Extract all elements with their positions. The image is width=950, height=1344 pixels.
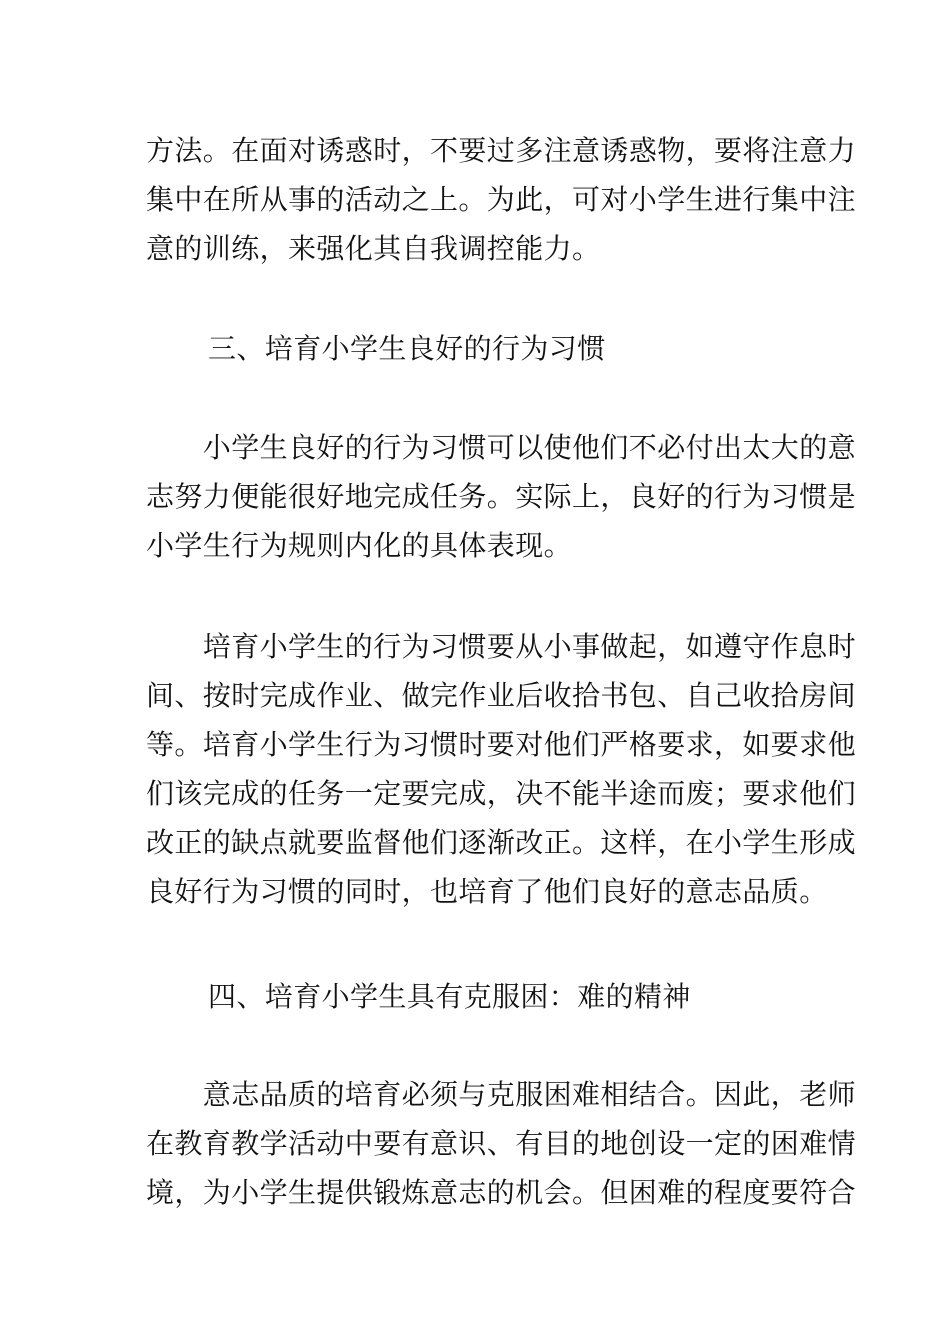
paragraph-overcoming-difficulties xyxy=(146,1070,857,1217)
text-line: 意志品质的培育必须与克服困难相结合。因此，老师 xyxy=(146,1078,857,1111)
text-line: 集中在所从事的活动之上。为此，可对小学生进行集中注 xyxy=(146,183,857,216)
paragraph-willpower-focus xyxy=(146,126,857,273)
section-heading-3: 三、培育小学生良好的行为习惯 xyxy=(208,332,606,365)
text-line: 间、按时完成作业、做完作业后收拾书包、自己收拾房间 xyxy=(146,679,857,712)
text-line: 们该完成的任务一定要完成，决不能半途而废；要求他们 xyxy=(146,777,857,810)
text-line: 境，为小学生提供锻炼意志的机会。但困难的程度要符合 xyxy=(146,1176,857,1209)
paragraph-good-habits-intro xyxy=(146,423,857,570)
text-line: 等。培育小学生行为习惯时要对他们严格要求，如要求他 xyxy=(146,728,857,761)
text-line: 方法。在面对诱惑时，不要过多注意诱惑物，要将注意力 xyxy=(146,134,857,167)
text-line: 在教育教学活动中要有意识、有目的地创设一定的困难情 xyxy=(146,1127,857,1160)
text-line: 志努力便能很好地完成任务。实际上，良好的行为习惯是 xyxy=(146,480,857,513)
text-line: 改正的缺点就要监督他们逐渐改正。这样，在小学生形成 xyxy=(146,826,857,859)
text-line: 小学生良好的行为习惯可以使他们不必付出太大的意 xyxy=(146,431,857,464)
text-line: 意的训练，来强化其自我调控能力。 xyxy=(146,232,601,265)
section-heading-4: 四、培育小学生具有克服困：难的精神 xyxy=(208,980,691,1013)
text-line: 良好行为习惯的同时，也培育了他们良好的意志品质。 xyxy=(146,875,828,908)
paragraph-good-habits-details xyxy=(146,622,857,916)
text-line: 培育小学生的行为习惯要从小事做起，如遵守作息时 xyxy=(146,630,857,663)
text-line: 小学生行为规则内化的具体表现。 xyxy=(146,529,573,562)
